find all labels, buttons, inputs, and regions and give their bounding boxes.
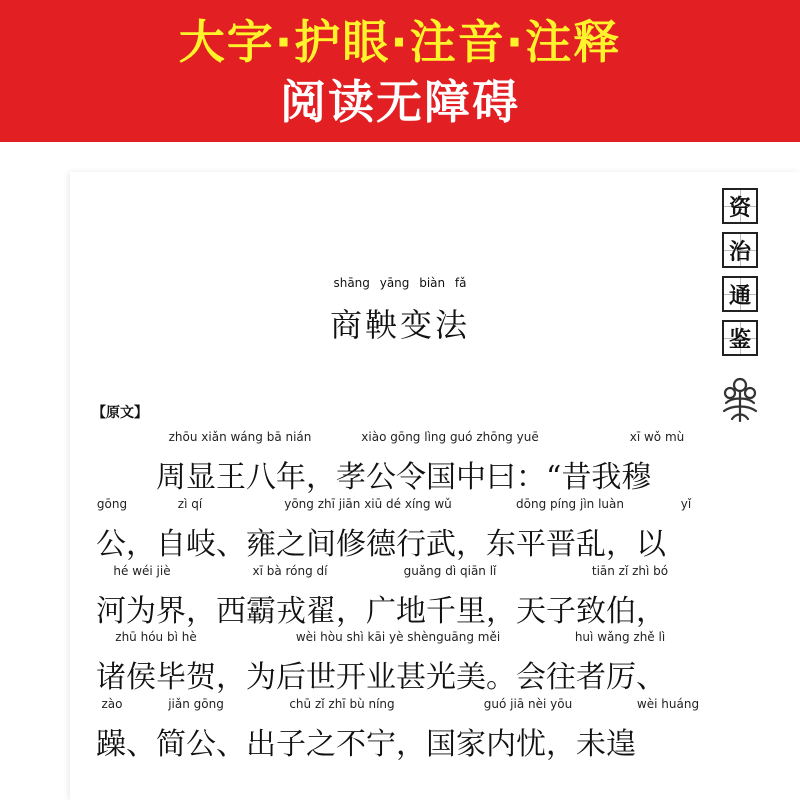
text-line-chars: 公，自岐、雍之间修德行武，东平晋乱，以 <box>96 527 666 562</box>
pinyin-group: hé wéi jiè <box>113 564 171 578</box>
series-char: 治 <box>722 232 758 268</box>
pinyin-group: guó jiā nèi yōu <box>483 697 573 711</box>
pinyin-group: xī wǒ mù <box>629 430 685 444</box>
pinyin-group: huì wǎng zhě lì <box>574 630 666 644</box>
pinyin-group: guǎng dì qiān lǐ <box>403 564 497 578</box>
pinyin-group: yǐ <box>680 497 692 511</box>
title-pinyin: shāng yāng biàn fǎ <box>333 276 467 290</box>
promo-banner <box>0 0 800 142</box>
cloud-ornament-icon <box>718 375 762 423</box>
pinyin-group: yōng zhī jiān xiū dé xíng wǔ <box>284 497 452 511</box>
text-line-chars: 躁、简公、出子之不宁，国家内忧，未遑 <box>96 727 636 762</box>
section-label: 【原文】 <box>92 405 148 421</box>
pinyin-group: zhōu xiǎn wáng bā nián <box>168 430 312 444</box>
pinyin-group: xī bà róng dí <box>252 564 328 578</box>
chapter-title: 商鞅变法 <box>329 306 470 344</box>
pinyin-group: zào <box>101 697 123 711</box>
series-char: 通 <box>722 276 758 312</box>
pinyin-group: tiān zǐ zhì bó <box>591 564 669 578</box>
text-line-chars: 诸侯毕贺，为后世开业甚光美。会往者厉、 <box>96 660 666 695</box>
text-line-chars: 河为界，西霸戎翟，广地千里，天子致伯， <box>96 594 666 629</box>
pinyin-group: chū zǐ zhī bù níng <box>289 697 395 711</box>
banner-slogan: 阅读无障碍 <box>280 75 520 129</box>
pinyin-group: dōng píng jìn luàn <box>516 497 624 511</box>
pinyin-group: wèi hòu shì kāi yè shènguāng měi <box>295 630 501 644</box>
text-line-chars: 周显王八年，孝公令国中曰：“昔我穆 <box>156 460 652 495</box>
pinyin-group: wèi huáng <box>636 697 700 711</box>
series-char: 鉴 <box>722 320 758 356</box>
pinyin-group: zì qí <box>177 497 203 511</box>
series-char: 资 <box>722 188 758 224</box>
pinyin-group: gōng <box>96 497 128 511</box>
pinyin-group: zhū hóu bì hè <box>115 630 197 644</box>
pinyin-group: xiào gōng lìng guó zhōng yuē <box>361 430 539 444</box>
pinyin-group: jiǎn gōng <box>168 697 224 711</box>
banner-features: 大字·护眼·注音·注释 <box>178 15 622 69</box>
